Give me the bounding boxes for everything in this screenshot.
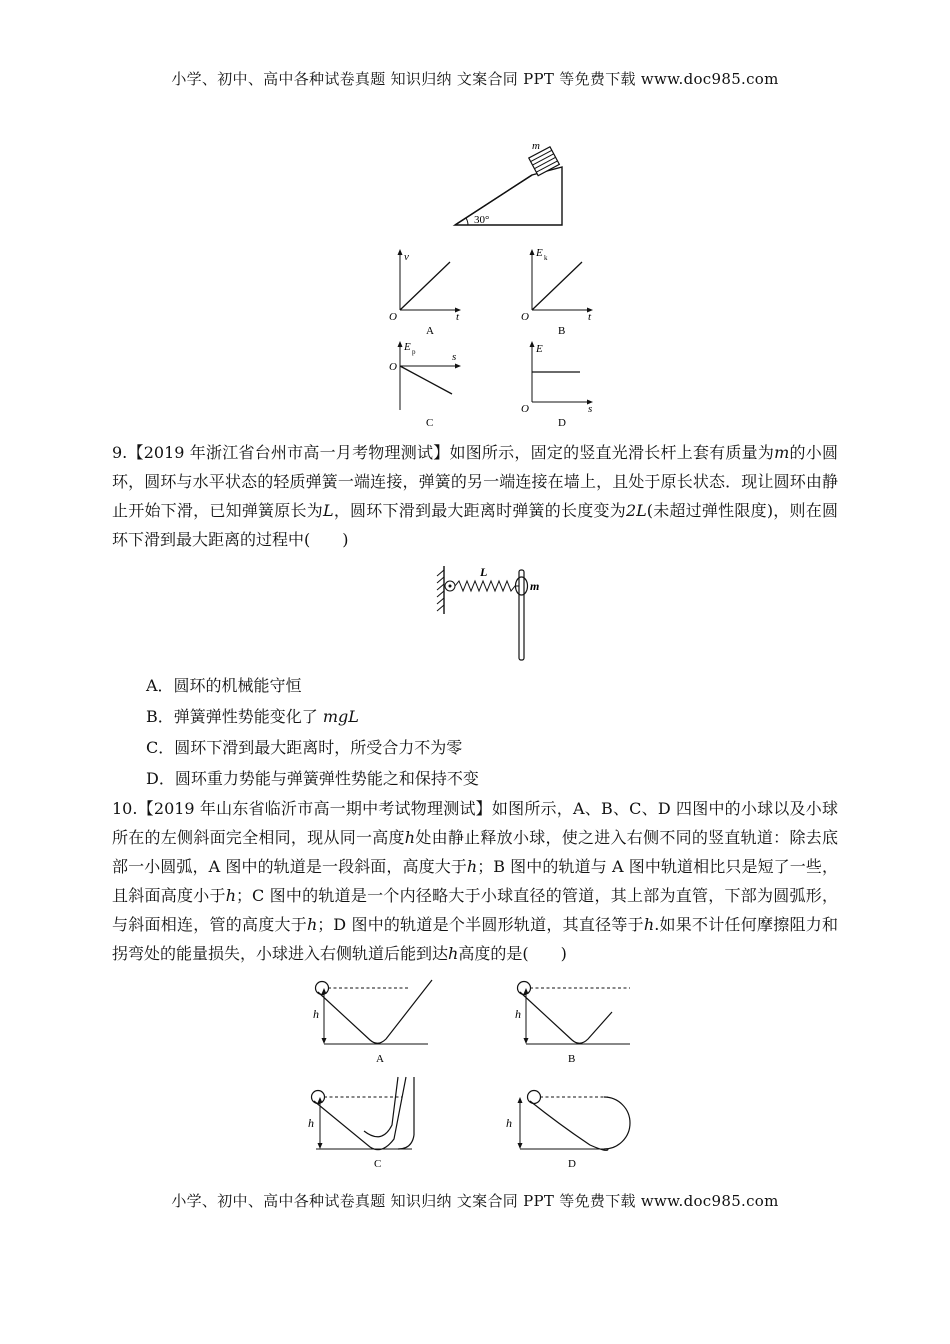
graph-c-origin: O xyxy=(389,361,397,373)
graph-c-y-label: E xyxy=(404,341,411,353)
graph-c-y-sub: p xyxy=(412,348,416,356)
mass-label: m xyxy=(532,140,540,152)
graph-a-origin: O xyxy=(389,311,397,323)
angle-label: 30° xyxy=(474,214,490,226)
track-figure-d xyxy=(500,1075,640,1175)
graph-c-x-label: s xyxy=(452,351,457,363)
graph-c-label: C xyxy=(426,417,434,429)
q10-var-h-6: h xyxy=(448,944,459,963)
graph-d-origin: O xyxy=(521,403,529,415)
q9-text-2: 的小圆环，圆环与水平状态的轻质弹簧一端连接，弹簧的另一端连接在墙上，且处于原长状态．现让圆环由静止开始下滑，已知弹簧原长为 xyxy=(112,443,838,520)
q10-var-h-4: h xyxy=(306,915,318,934)
track-figure-c xyxy=(302,1075,432,1175)
q10-text-1: 如图所示，A、B、C、D 四图中的小球以及小球所在的左侧斜面完全相同，现从同一高度 xyxy=(112,799,838,847)
q10-text-5: ；D 图中的轨道是个半圆形轨道，其直径等于 xyxy=(317,915,644,934)
q9-option-d: D．圆环重力势能与弹簧弹性势能之和保持不变 xyxy=(146,769,479,788)
q9-option-a: A．圆环的机械能守恒 xyxy=(146,676,302,695)
graph-d-y-label: E xyxy=(536,343,543,355)
q9-text-3: ，圆环下滑到最大距离时弹簧的长度变为 xyxy=(333,501,626,520)
q10-text-6: .如果不计任何摩擦阻力和拐弯处的能量损失，小球进入右侧轨道后能到达 xyxy=(112,915,838,963)
q9-option-c: C．圆环下滑到最大距离时，所受合力不为零 xyxy=(146,738,463,757)
q10-text-2: 处由静止释放小球，使之进入右侧不同的竖直轨道：除去底部一小圆弧，A 图中的轨道是一段斜面，高度大于 xyxy=(112,828,838,876)
q9-var-2l: 2L xyxy=(625,501,647,520)
q10-var-h-1: h xyxy=(404,828,416,847)
q9-text-4: (未超过弹性限度)，则在圆环下滑到最大距离的过程中( ) xyxy=(112,501,838,549)
graph-b-origin: O xyxy=(521,311,529,323)
q9-option-b xyxy=(146,704,359,727)
graph-d-x-label: s xyxy=(588,403,593,415)
q9-option-b-var: mgL xyxy=(322,707,359,726)
q9-number: 9. xyxy=(112,443,128,462)
graph-a-y-label: v xyxy=(404,251,409,263)
track-c-label: C xyxy=(374,1158,382,1170)
ring-mass-label: m xyxy=(530,579,540,593)
q9-option-b-text: B．弹簧弹性势能变化了 xyxy=(146,707,323,726)
q10-var-h-3: h xyxy=(225,886,237,905)
q10-var-h-2: h xyxy=(466,857,478,876)
q9-var-l: L xyxy=(322,501,334,520)
graph-c xyxy=(388,340,468,430)
graph-b-y-sub: k xyxy=(544,254,548,262)
track-b-label: B xyxy=(568,1053,576,1065)
spring-length-label: L xyxy=(480,565,488,579)
graph-d xyxy=(520,340,600,430)
graph-b-x-label: t xyxy=(588,311,592,323)
question-10-stem xyxy=(112,794,838,968)
q9-var-m: m xyxy=(774,443,790,462)
track-a-h-label: h xyxy=(313,1007,319,1021)
q10-text-7: 高度的是( ) xyxy=(458,944,567,963)
track-a-label: A xyxy=(376,1053,384,1065)
graph-b xyxy=(520,248,600,338)
track-b-h-label: h xyxy=(515,1007,521,1021)
incline-figure xyxy=(440,135,570,230)
graph-a-label: A xyxy=(426,325,434,337)
q10-var-h-5: h xyxy=(643,915,655,934)
graph-a-x-label: t xyxy=(456,311,460,323)
track-figure-b xyxy=(512,978,637,1068)
graph-b-y-label: E xyxy=(536,247,543,259)
track-d-label: D xyxy=(568,1158,576,1170)
page-header: 小学、初中、高中各种试卷真题 知识归纳 文案合同 PPT 等免费下载 www.doc985.com xyxy=(171,70,779,88)
q9-text-1: 如图所示，固定的竖直光滑长杆上套有质量为 xyxy=(449,443,775,462)
track-figure-a xyxy=(310,978,435,1068)
track-c-h-label: h xyxy=(308,1116,314,1130)
q9-source: 【2019 年浙江省台州市高一月考物理测试】 xyxy=(127,443,450,462)
track-d-h-label: h xyxy=(506,1116,512,1130)
graph-d-label: D xyxy=(558,417,566,429)
q10-text-3: ；B 图中的轨道与 A 图中轨道相比只是短了一些，且斜面高度小于 xyxy=(112,857,838,905)
question-9-stem xyxy=(112,438,838,554)
q10-number: 10. xyxy=(112,799,138,818)
q10-source: 【2019 年山东省临沂市高一期中考试物理测试】 xyxy=(137,799,492,818)
page-footer: 小学、初中、高中各种试卷真题 知识归纳 文案合同 PPT 等免费下载 www.doc985.com xyxy=(171,1192,779,1210)
spring-ring-figure xyxy=(430,562,550,664)
q10-text-4: ；C 图中的轨道是一个内径略大于小球直径的管道，其上部为直管，下部为圆弧形，与斜面相连，管的高度大于 xyxy=(112,886,838,934)
graph-b-label: B xyxy=(558,325,566,337)
graph-a xyxy=(388,248,468,338)
